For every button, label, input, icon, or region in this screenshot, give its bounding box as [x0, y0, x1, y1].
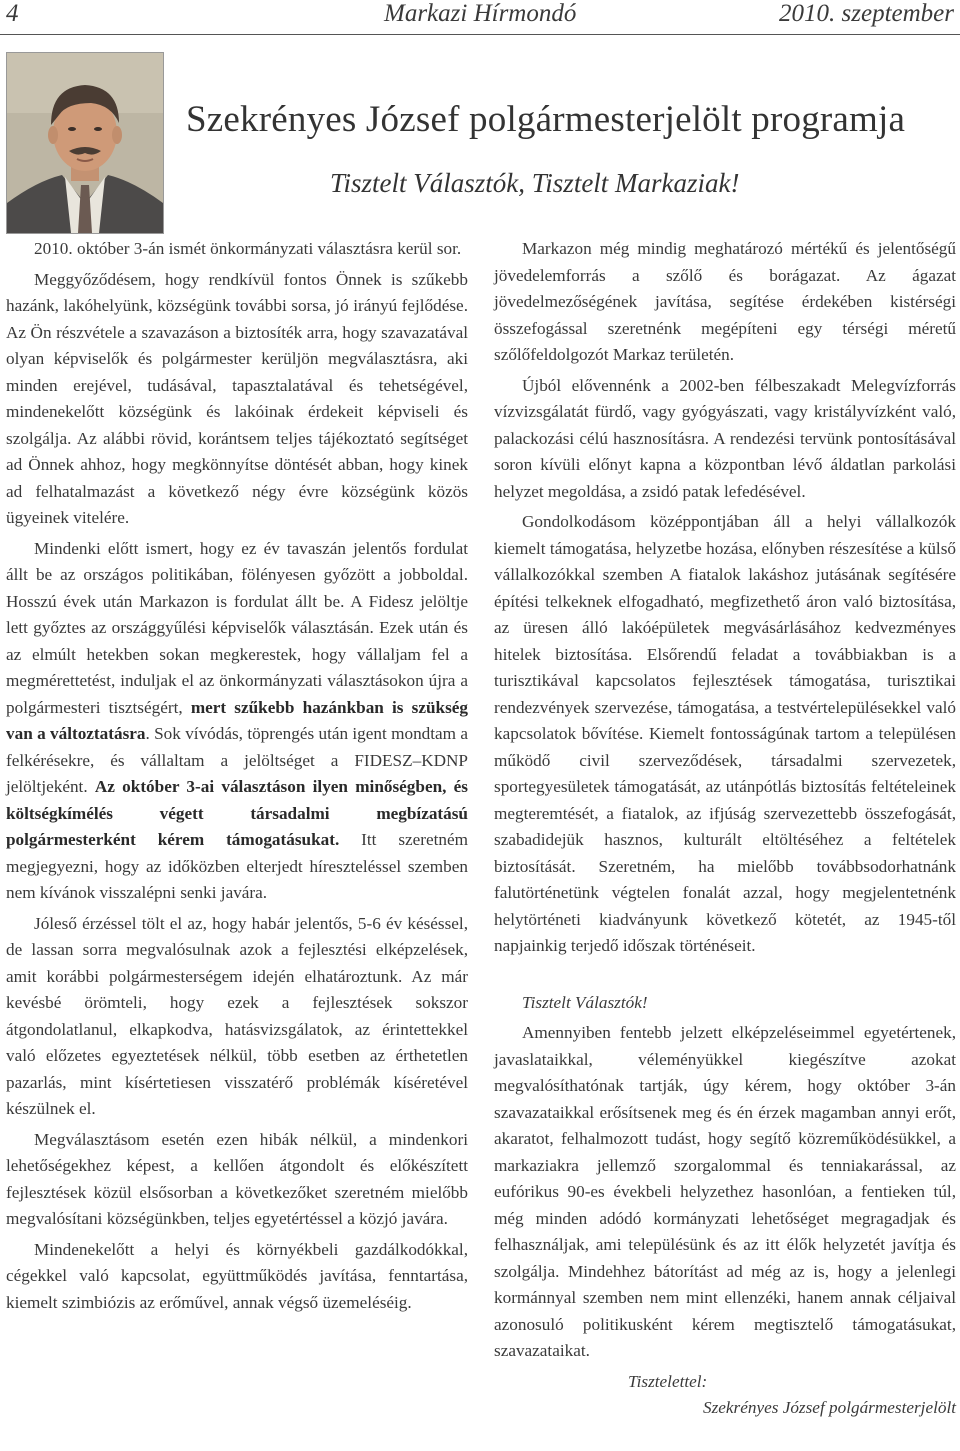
paragraph: Amennyiben fentebb jelzett elképzeléseimmel egyetértenek, javaslataikkal, véleményükkel kiegészítve azokat megvalósíthatónak tartják, úgy kérem, hogy október 3-án szavazataikkal erősítsenek meg és én érzek magamban annyi erőt, akaratot, felhalmozott tudást, hogy segítő közreműködésükkel, a markaziakra jellemző szorgalommal és tenniakarással, az eufórikus 90-es évekbeli helyzethez hasonlóan, a fentieken túl, még minden adódó kormányzati lehetőséget megragadjak és felhasználjak, ami településünk és az itt élők helyzetét javítja és szolgálja. Mindehhez bátorítást ad még az is, hogy a jelenlegi kormánnyal szemben nem mint ellenzéki, hanem annak céljaival azonosuló politikusként kérem megtisztelő támogatásukat, szavazataikat.: [494, 1023, 956, 1360]
paragraph: [6, 536, 468, 907]
paragraph: Újból elővennénk a 2002-ben félbeszakadt Melegvízforrás vízvizsgálatát fürdő, vagy gyógyászati, vagy kristályvízként való, palackozási célú hasznosításra. A rendezési tervünk pontosításával soron kívüli előnyt kapna a központban lévő áldatlan parkolási helyzet megoldása, a zsidó patak lefedésével.: [494, 375, 956, 501]
bold-emphasis: Az október 3-ai választáson ilyen minőségben, és költségkímélés végett társadalmi megbízatású polgármesterként kérem támogatásukat.: [6, 777, 469, 849]
article-title: Szekrényes József polgármesterjelölt programja: [186, 99, 906, 140]
paragraph: Megválasztásom esetén ezen hibák nélkül, a mindenkori lehetőségekhez képest, a kellően átgondolt és előkészített fejlesztések közül elsősorban a következőket szeretném mielőbb megvalósítani községünkben, teljes egyetértéssel a közjó javára.: [6, 1129, 468, 1228]
paragraph: Mindenekelőtt a helyi és környékbeli gazdálkodókkal, cégekkel való kapcsolat, együttműködés javítása, fenntartása, kiemelt szimbiózis az erőművel, annak végső üzemeléséig.: [6, 1239, 468, 1312]
candidate-portrait: [6, 52, 164, 234]
left-column: [6, 236, 468, 1320]
salutation: Tisztelt Választók, Tisztelt Markaziak!: [330, 168, 740, 198]
closing: Tisztelettel:: [628, 1371, 708, 1391]
paragraph: Markazon még mindig meghatározó mértékű és jelentőségű jövedelemforrás a szőlő és borágazat. Az ágazat jövedelmezőségének javítása, segítése érdekében kistérségi összefogással szeretnénk megépíteni egy térségi méretű szőlőfeldolgozót Markaz területén.: [494, 239, 956, 364]
page-header: [0, 0, 960, 35]
signature: Szekrényes József polgármesterjelölt: [703, 1398, 956, 1417]
paragraph-text: . Sok vívódás, töprengés után igent mondtam a felkérésekre, és vállaltam a jelöltséget a FIDESZ–KDNP jelöltjeként.: [6, 724, 469, 796]
newspaper-name: Markazi Hírmondó: [384, 0, 577, 27]
paragraph-text: Mindenki előtt ismert, hogy ez év tavaszán jelentős fordulat állt be az országos politikában, fölényesen győzött a jobboldal. Hosszú évek után Markazon is fordulat állt be. A Fidesz jelöltje lett győztes az országgyűlési képviselők választásán. Ezek után és az elmúlt hetekben sokan megkerestek, hogy vállaljam fel a megmérettetést, induljak el az önkormányzati választásokon újra a polgármesteri tisztségért,: [6, 538, 468, 717]
paragraph: Gondolkodásom középpontjában áll a helyi vállalkozók kiemelt támogatása, helyzetbe hozása, előnyben részesítése a külső vállalkozókkal szemben A fiatalok lakáshoz jutásának segítésére építési telkeknek elfogadható, megfizethető áron való biztosítása, az üresen álló lakóépületek megvásárlásához kedvezményes hitelek biztosítása. Elsőrendű feladat a továbbiakban is a turisztikával kapcsolatos fejlesztések támogatása, turisztikai rendezvények szervezése, támogatása, a testvértelepülésekkel való kapcsolatok bővítése. Kiemelt fontosságúnak tartom a településen működő civil szerveződések, társadalmi szervezetek, sportegyesületek támogatását, az utánpótlás biztosítás feltételeinek megteremtését, a fiatalok, az ifjúság szervezettebb összefogását, szabadidejük hasznos, kulturált eltöltéséhez a feltételek biztosítását. Szeretném, ha mielőbb továbbsodorhatnánk falutörténetünk végtelen fonalát azzal, hogy megjelentetnénk helytörténeti kiadványunk következő kötetét, az 1945-től napjainkig terjedő időszak történéseit.: [494, 512, 956, 955]
right-column: [494, 236, 956, 1422]
paragraph: 2010. október 3-án ismét önkormányzati választásra kerül sor.: [34, 239, 462, 258]
portrait-image: [7, 53, 163, 233]
page-number: 4: [6, 0, 19, 27]
greeting: Tisztelt Választók!: [522, 992, 648, 1012]
issue-date: 2010. szeptember: [779, 0, 954, 27]
paragraph-text: Itt szeretném megjegyezni, hogy az időközben elterjedt híreszteléssel szemben nem kívánok visszalépni senki javára.: [6, 830, 468, 902]
bold-emphasis: mert szűkebb hazánkban is szükség van a változtatásra: [6, 697, 468, 743]
paragraph: Jóleső érzéssel tölt el az, hogy habár jelentős, 5-6 év késéssel, de lassan sorra megvalósulnak azok a fejlesztési elképzelések, amit korábbi polgármesterségem idején elhatároztunk. Az már kevésbé örömteli, hogy ezek a fejlesztések sokszor átgondolatlanul, elkapkodva, hatásvizsgálatok, az érintettekkel való előzetes egyeztetések nélkül, több esetben az érthetetlen pazarlás, mint kísértetiesen visszatérő problémák kíséretével készülnek el.: [6, 913, 468, 1118]
paragraph: Meggyőződésem, hogy rendkívül fontos Önnek is szűkebb hazánk, lakóhelyünk, községünk további sorsa, jó irányú fejlődése. Az Ön részvétele a szavazáson a biztosíték arra, hogy szavazatával olyan képviselők és polgármester kerüljön megválasztásra, aki minden erejével, tudásával, tapasztalatával és tehetségével, mindenekelőtt községünk és lakóinak érdekeit képviseli és szolgálja. Az alábbi rövid, korántsem teljes tájékoztató segítséget ad Önnek ahhoz, hogy megkönnyítse döntését abban, hogy kinek ad felhatalmazást a következő négy évre községünk közös ügyeinek vitelére.: [6, 269, 468, 527]
